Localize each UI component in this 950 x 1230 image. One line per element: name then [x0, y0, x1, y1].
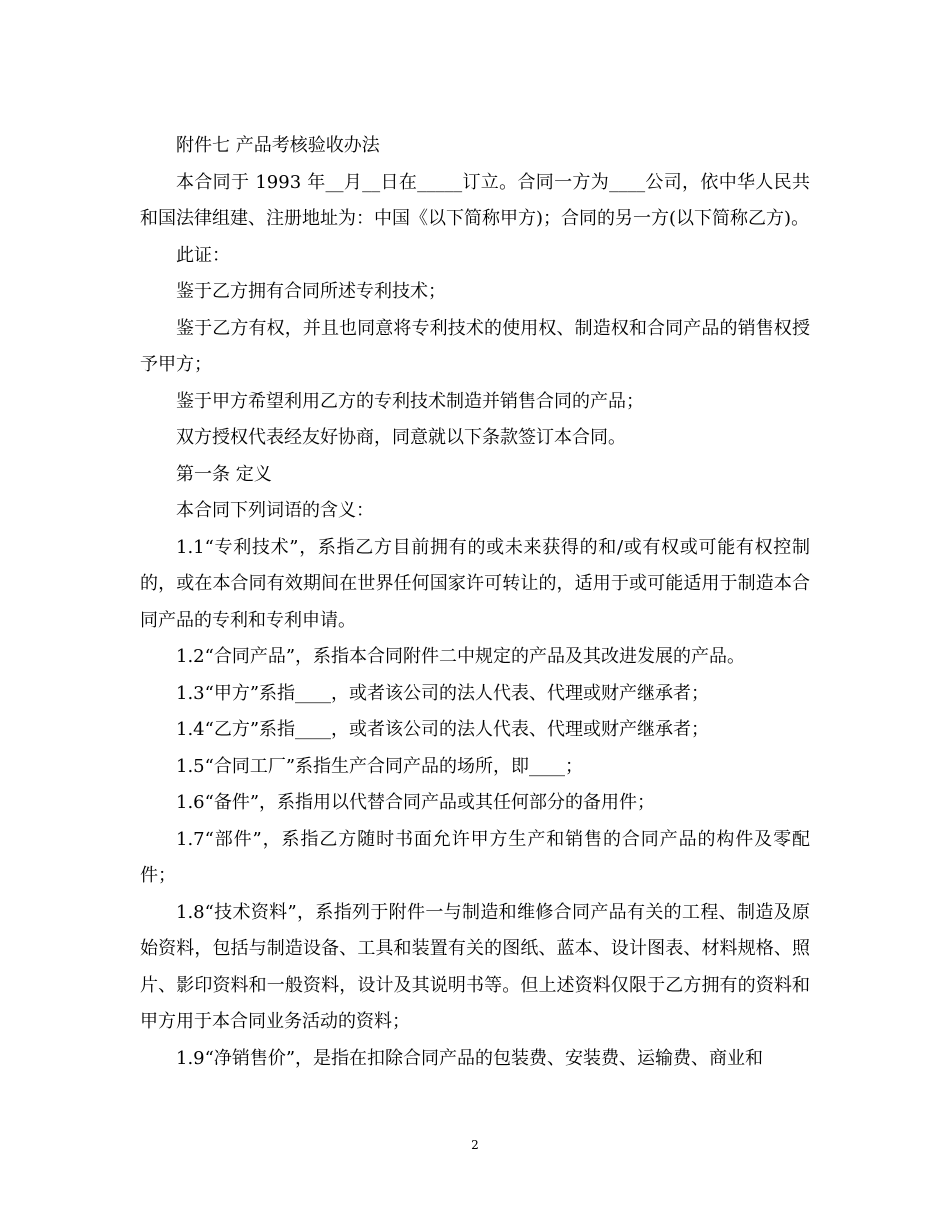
article-heading: 第一条 定义: [176, 463, 272, 485]
witness-line: 此证：: [176, 244, 230, 266]
definition-clause: 1.7“部件”，系指乙方随时书面允许甲方生产和销售的合同产品的构件及零配件；: [140, 828, 810, 886]
definition-clause: 1.5“合同工厂”系指生产合同产品的场所，即____；: [176, 755, 584, 777]
definition-clause: 1.6“备件”，系指用以代替合同产品或其任何部分的备用件；: [176, 792, 656, 813]
recital-paragraph: 鉴于乙方有权，并且也同意将专利技术的使用权、制造权和合同产品的销售权授予甲方；: [140, 317, 810, 375]
definition-clause: 1.9“净销售价”，是指在扣除合同产品的包装费、安装费、运输费、商业和: [176, 1047, 764, 1069]
definitions-intro: 本合同下列词语的含义：: [176, 500, 374, 521]
recital-paragraph: 鉴于乙方拥有合同所述专利技术；: [176, 281, 446, 302]
definition-clause: 1.3“甲方”系指____，或者该公司的法人代表、代理或财产继承者；: [176, 682, 710, 704]
contract-intro-paragraph: 本合同于 1993 年__月__日在_____订立。合同一方为____公司，依中华人民共和国法律组建、注册地址为：中国《以下简称甲方)；合同的另一方(以下简称乙方)。: [140, 171, 810, 229]
attachment-title: 附件七 产品考核验收办法: [176, 135, 380, 156]
definition-clause: 1.8“技术资料”，系指列于附件一与制造和维修合同产品有关的工程、制造及原始资料，包括与制造设备、工具和装置有关的图纸、蓝本、设计图表、材料规格、照片、影印资料和一般资料，设计及其说明书等。但上述资料仅限于乙方拥有的资料和甲方用于本合同业务活动的资料；: [140, 901, 810, 1032]
definition-clause: 1.4“乙方”系指____，或者该公司的法人代表、代理或财产继承者；: [176, 719, 710, 740]
document-body: [140, 128, 810, 1077]
page-number: 2: [471, 1138, 479, 1152]
definition-clause: 1.1“专利技术”，系指乙方目前拥有的或未来获得的和/或有权或可能有权控制的，或在本合同有效期间在世界任何国家许可转让的，适用于或可能适用于制造本合同产品的专利和专利申请。: [140, 536, 810, 631]
recital-paragraph: 鉴于甲方希望利用乙方的专利技术制造并销售合同的产品；: [176, 390, 644, 412]
definition-clause: 1.2“合同产品”，系指本合同附件二中规定的产品及其改进发展的产品。: [176, 646, 746, 667]
agreement-statement: 双方授权代表经友好协商，同意就以下条款签订本合同。: [176, 427, 626, 448]
